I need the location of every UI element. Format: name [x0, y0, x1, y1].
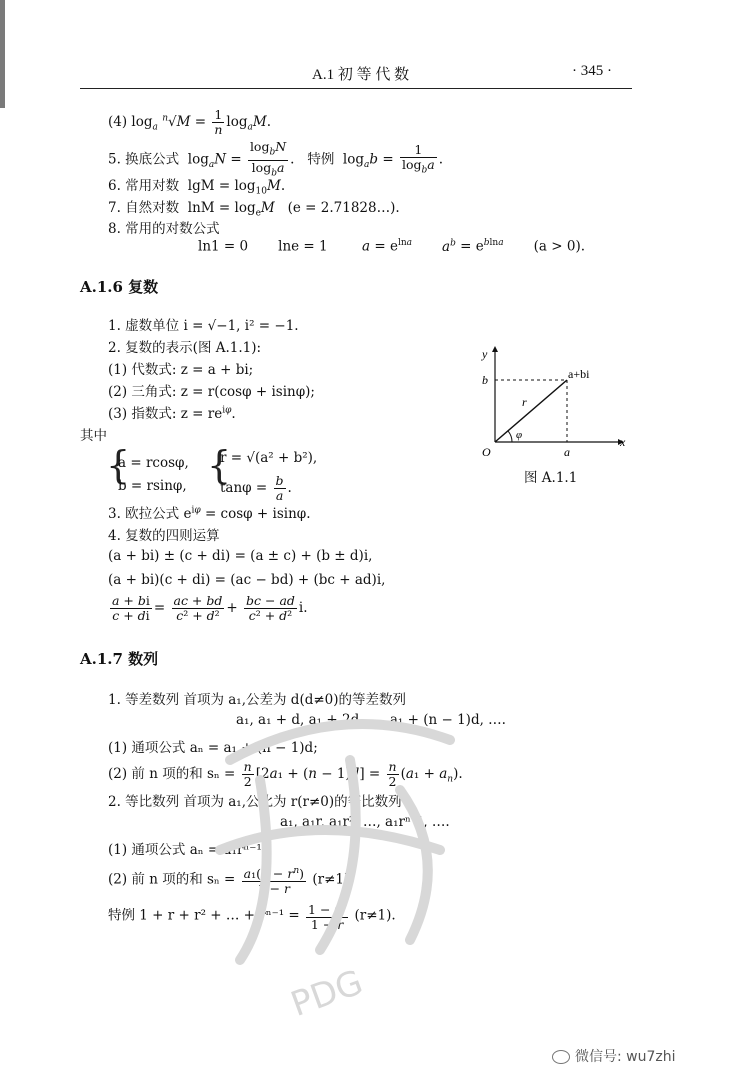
log-item-7: 7. 自然对数 $\ln M = \log_eM$ (e = 2.71828…).	[108, 200, 400, 219]
wechat-id-label: 微信号: wu7zhi	[552, 1046, 676, 1066]
op-multiply: (a + bi)(c + di) = (ac − bd) + (bc + ad)i,	[108, 572, 386, 588]
x-axis-label: x	[620, 435, 626, 449]
complex-line-4: (2) 三角式: z = r(cosφ + isinφ);	[108, 384, 315, 400]
scan-edge-bar	[0, 0, 5, 108]
system1-a: a = rcosφ,	[118, 455, 189, 471]
system1-b: b = rsinφ,	[118, 478, 187, 494]
a-label: a	[564, 445, 570, 459]
system2-r: r = √(a² + b²),	[220, 450, 318, 466]
complex-line-1: 1. 虚数单位 i = √−1, i² = −1.	[108, 318, 299, 334]
page-number: · 345 ·	[572, 63, 612, 79]
complex-line-5: (3) 指数式: $z = re^{i\varphi}$.	[108, 405, 236, 422]
angle-arc	[508, 431, 512, 442]
seq-line-6: (2) 前 n 项的和 sₙ = $\frac{a_1(1 - r^n)}{1 - r}$ (r≠1).	[108, 866, 354, 897]
figure-caption: 图 A.1.1	[524, 470, 578, 486]
log-formulas: ln1 = 0 lne = 1 $a = e^{lna}$ $a^b = e^{blna}$ (a > 0).	[198, 238, 585, 255]
complex-line-2: 2. 复数的表示(图 A.1.1):	[108, 340, 262, 356]
header-rule	[80, 88, 632, 89]
watermark-text: PDG	[285, 962, 369, 1025]
system2-tan: tanφ = $\frac{b}{a}$ .	[220, 473, 292, 503]
section-heading-complex: A.1.6 复数	[80, 278, 159, 296]
r-label: r	[522, 395, 527, 409]
op-addsub: (a + bi) ± (c + di) = (a ± c) + (b ± d)i,	[108, 548, 373, 564]
seq-line-4: 2. 等比数列 首项为 a₁,公比为 r(r≠0)的等比数列	[108, 794, 402, 810]
seq-line-5: (1) 通项公式 aₙ = a₁rⁿ⁻¹;	[108, 842, 267, 858]
origin-label: O	[482, 445, 491, 459]
seq-line-2: (1) 通项公式 aₙ = a₁ + (n − 1)d;	[108, 740, 318, 756]
seq-line-4-sequence: a₁, a₁r, a₁r², …, a₁rⁿ⁻¹, ….	[280, 814, 450, 830]
log-item-8: 8. 常用的对数公式	[108, 221, 220, 237]
library-watermark	[200, 700, 480, 1030]
qizhong-label: 其中	[80, 428, 107, 444]
section-heading-sequences: A.1.7 数列	[80, 650, 159, 668]
brace-left-1: {	[106, 443, 131, 487]
log-item-5: 5. 换底公式 $\log_aN$ = $\frac{\log_bN}{\log_ba}$ . 特例 $\log_ab$ = $\frac{1}{\log_ba}$ .	[108, 139, 443, 178]
b-label: b	[482, 373, 488, 387]
wechat-icon	[552, 1050, 570, 1064]
brace-left-2: {	[207, 443, 232, 487]
running-header: A.1 初 等 代 数	[312, 67, 410, 83]
radius-vector	[495, 380, 567, 442]
seq-line-7: 特例 1 + r + r² + … + rⁿ⁻¹ = $\frac{1 - r^n}{1 - r}$ (r≠1).	[108, 902, 396, 933]
seq-line-1-sequence: a₁, a₁ + d, a₁ + 2d, …, a₁ + (n − 1)d, ….	[236, 712, 506, 728]
seq-line-1: 1. 等差数列 首项为 a₁,公差为 d(d≠0)的等差数列	[108, 692, 407, 708]
op-divide: $\frac{a + bi}{c + di}$ = $\frac{ac + bd}{\text{c² + d²}}$ + $\frac{bc - ad}{\text{c² + d²}}$ i.	[112, 593, 308, 623]
euler-formula: 3. 欧拉公式 $e^{i\varphi} = \cos\varphi + isin\varphi$.	[108, 505, 311, 522]
seq-line-3: (2) 前 n 项的和 sₙ = $\frac{n}{2}$ [2a₁ + (n − 1)d] = $\frac{n}{2}$ $(a_1 + a_n)$.	[108, 759, 463, 789]
y-axis-label: y	[482, 347, 488, 361]
point-label: a+bi	[568, 367, 590, 381]
phi-label: φ	[516, 429, 523, 441]
complex-plane-figure	[470, 340, 630, 470]
log-item-6: 6. 常用对数 $\lg M = \log_{10}M$.	[108, 178, 286, 197]
log-item-4: (4) $\log_a ^n√M$ = $\frac{1}{n}$ $\log_aM$.	[108, 107, 271, 137]
complex-line-3: (1) 代数式: z = a + bi;	[108, 362, 254, 378]
y-axis-arrow	[492, 346, 498, 352]
ops-title: 4. 复数的四则运算	[108, 528, 220, 544]
